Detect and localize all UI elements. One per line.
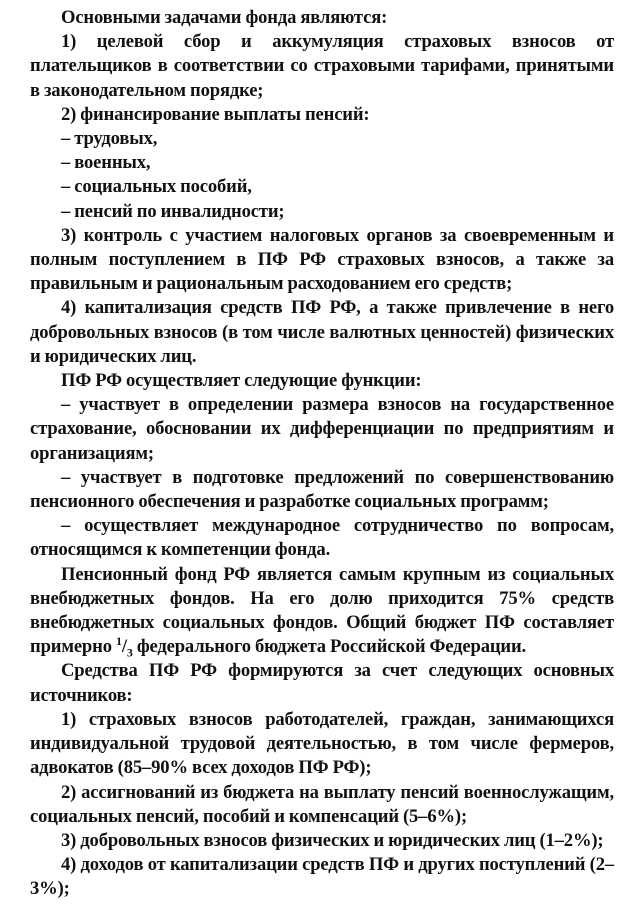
paragraph-source-3: 3) добровольных взносов физических и юридических лиц (1–2%); — [61, 829, 604, 851]
list-item-function-3: – осуществляет международное сотрудничество по вопросам, относящимся к компетенции фонда. — [30, 515, 614, 561]
paragraph-source-4: 4) доходов от капитализации средств ПФ и других поступлений (2–3%); — [30, 854, 614, 900]
paragraph-source-2: 2) ассигнований из бюджета на выплату пенсий военнослужащим, социальных пенсий, пособий и компенсаций (5–6%); — [30, 781, 614, 827]
list-item-function-2: – участвует в подготовке предложений по совершенствованию пенсионного обеспечения и разработке социальных программ; — [30, 466, 614, 513]
paragraph-tasks-heading: Основными задачами фонда являются: — [61, 7, 388, 28]
paragraph-task-4: 4) капитализация средств ПФ РФ, а также привлечение в него добровольных взносов (в том числе валютных ценностей) физических и юридических лиц. — [30, 297, 614, 367]
paragraph-task-1: 1) целевой сбор и аккумуляция страховых взносов от плательщиков в соответствии со страховыми тарифами, принятыми в законодательном порядке; — [30, 31, 614, 101]
paragraph-fund-size — [30, 563, 614, 660]
fund-size-text-end: федерального бюджета Российской Федерации. — [136, 636, 527, 658]
paragraph-sources-heading: Средства ПФ РФ формируются за счет следующих основных источников: — [30, 660, 614, 706]
paragraph-task-3: 3) контроль с участием налоговых органов за своевременным и полным поступлением в ПФ РФ страховых взносов, а также за правильным и рациональным расходованием его средств; — [30, 224, 614, 295]
paragraph-task-2: 2) финансирование выплаты пенсий: — [61, 103, 370, 125]
fraction-numerator: 1 — [115, 634, 122, 649]
paragraph-functions-heading: ПФ РФ осуществляет следующие функции: — [61, 370, 422, 392]
fund-size-text: Пенсионный фонд РФ является самым крупным из социальных внебюджетных фондов. На его долю приходится 75% средств внебюджетных социальных фондов. Общий бюджет ПФ составляет примерно — [30, 563, 614, 658]
list-item-labor-pensions: – трудовых, — [61, 128, 158, 150]
list-item-military-pensions: – военных, — [61, 152, 151, 174]
paragraph-source-1: 1) страховых взносов работодателей, граждан, занимающихся индивидуальной трудовой деятельностью, в том числе фермеров, адвокатов (85–90% всех доходов ПФ РФ); — [30, 708, 614, 779]
fraction-separator: / — [121, 636, 127, 658]
fraction-denominator: 3 — [126, 646, 133, 660]
list-item-disability-pensions: – пенсий по инвалидности; — [61, 200, 285, 222]
list-item-function-1: – участвует в определении размера взносов на государственное страхование, обосновании их дифференциации по предприятиям и организациям; — [30, 394, 614, 464]
list-item-social-benefits: – социальных пособий, — [61, 176, 252, 198]
